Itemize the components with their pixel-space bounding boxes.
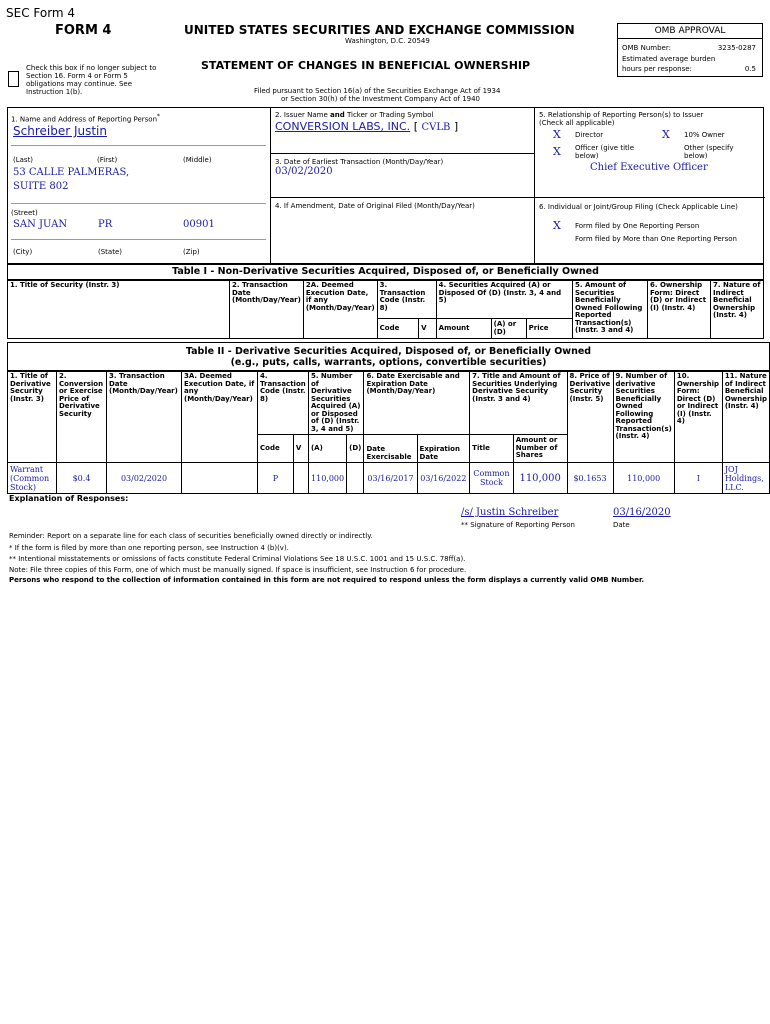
location: Washington, D.C. 20549	[345, 37, 430, 45]
one-reporting-person-label: Form filed by One Reporting Person	[575, 222, 700, 230]
filed-pursuant-2: or Section 30(h) of the Investment Company Act of 1940	[281, 95, 481, 103]
city-label: (City)	[13, 248, 33, 256]
zip-label: (Zip)	[183, 248, 200, 256]
t2-a: (A)	[308, 435, 346, 463]
omb-number-label: OMB Number:	[622, 44, 671, 52]
checkbox-note: Check this box if no longer subject to Section 16. Form 4 or Form 5 obligations may continue. See Instruction 1(b).	[26, 64, 157, 96]
ten-percent-owner-label: 10% Owner	[684, 131, 725, 139]
t2-expiration: Expiration Date	[417, 435, 470, 463]
t2-col8: 8. Price of Derivative Security (Instr. 5)	[567, 372, 613, 463]
officer-label: Officer (give title below)	[575, 144, 635, 160]
t2-col5: 5. Number of Derivative Securities Acquired (A) or Disposed of (D) (Instr. 3, 4 and 5)	[308, 372, 363, 435]
t1-code: Code	[377, 319, 419, 339]
t2-col7: 7. Title and Amount of Securities Underlying Derivative Security (Instr. 3 and 4)	[470, 372, 567, 435]
t2-d: (D)	[347, 435, 364, 463]
officer-check[interactable]: X	[553, 145, 561, 158]
t1-col3: 3. Transaction Code (Instr. 8)	[377, 281, 436, 319]
statement-title: STATEMENT OF CHANGES IN BENEFICIAL OWNERSHIP	[201, 59, 531, 72]
ten-percent-owner-check[interactable]: X	[662, 128, 670, 141]
omb-title: OMB APPROVAL	[618, 24, 762, 39]
signature-date: 03/16/2020	[613, 507, 671, 518]
form-title: FORM 4	[55, 23, 112, 38]
box6-label: 6. Individual or Joint/Group Filing (Check Applicable Line)	[539, 203, 738, 211]
issuer-name[interactable]: CONVERSION LABS, INC.	[275, 120, 411, 133]
director-check[interactable]: X	[553, 128, 561, 141]
t1-col7: 7. Nature of Indirect Beneficial Ownership (Instr. 4)	[711, 281, 764, 339]
t1-v: V	[419, 319, 437, 339]
table-row	[8, 463, 770, 494]
table2-title-line2: (e.g., puts, calls, warrants, options, convertible securities)	[230, 357, 547, 368]
first-label: (First)	[97, 156, 118, 164]
state-label: (State)	[98, 248, 122, 256]
t1-amount: Amount	[436, 319, 491, 339]
t2-col3a: 3A. Deemed Execution Date, if any (Month/Day/Year)	[182, 372, 258, 463]
t2-col2: 2. Conversion or Exercise Price of Derivative Security	[57, 372, 107, 463]
t2-title: Title	[470, 435, 514, 463]
state-value: PR	[98, 219, 113, 230]
t2-col4: 4. Transaction Code (Instr. 8)	[258, 372, 309, 435]
table1	[7, 280, 764, 339]
omb-hours: 0.5	[744, 65, 756, 73]
t1-a-or-d: (A) or (D)	[491, 319, 526, 339]
row-disposed	[347, 463, 364, 494]
row-owned: 110,000	[613, 463, 674, 494]
t2-col11: 11. Nature of Indirect Beneficial Ownership (Instr. 4)	[722, 372, 769, 463]
t2-col10: 10. Ownership Form: Direct (D) or Indirect (I) (Instr. 4)	[674, 372, 722, 463]
box2-label: 2. Issuer Name and Ticker or Trading Symbol	[275, 111, 434, 119]
page-label: SEC Form 4	[6, 6, 76, 20]
t2-exercisable: Date Exercisable	[364, 435, 417, 463]
t2-col1: 1. Title of Derivative Security (Instr. 3)	[8, 372, 57, 463]
table1-title: Table I - Non-Derivative Securities Acquired, Disposed of, or Beneficially Owned	[7, 264, 764, 280]
t1-col6: 6. Ownership Form: Direct (D) or Indirect (I) (Instr. 4)	[648, 281, 711, 339]
t1-col2: 2. Transaction Date (Month/Day/Year)	[230, 281, 304, 339]
box3-label: 3. Date of Earliest Transaction (Month/Day/Year)	[275, 158, 444, 166]
officer-title: Chief Executive Officer	[590, 162, 708, 173]
note-3: Note: File three copies of this Form, one of which must be manually signed. If space is insufficient, see Instruction 6 for procedure.	[9, 566, 467, 574]
omb-approval-box	[617, 23, 763, 77]
reporting-person-name[interactable]: Schreiber Justin	[13, 124, 107, 138]
signature-date-label: Date	[613, 521, 630, 529]
row-expiration: 03/16/2022	[417, 463, 470, 494]
t1-col4: 4. Securities Acquired (A) or Disposed Of (D) (Instr. 3, 4 and 5)	[436, 281, 572, 319]
t1-col2a: 2A. Deemed Execution Date, if any (Month/Day/Year)	[303, 281, 377, 339]
row-exercisable: 03/16/2017	[364, 463, 417, 494]
box1-label: 1. Name and Address of Reporting Person*	[11, 114, 160, 124]
filed-pursuant-1: Filed pursuant to Section 16(a) of the Securities Exchange Act of 1934	[254, 87, 501, 95]
row-price: $0.4	[57, 463, 107, 494]
row-acquired: 110,000	[308, 463, 346, 494]
row-form: I	[674, 463, 722, 494]
row-deemed	[182, 463, 258, 494]
city-value: SAN JUAN	[13, 219, 68, 230]
director-label: Director	[575, 131, 604, 139]
row-v	[293, 463, 308, 494]
address-line-1: 53 CALLE PALMERAS,	[13, 167, 130, 178]
note-2: ** Intentional misstatements or omissions of facts constitute Federal Criminal Violations See 18 U.S.C. 1001 and 15 U.S.C. 78ff(a).	[9, 555, 466, 563]
omb-number: 3235-0287	[717, 44, 756, 52]
earliest-transaction-date: 03/02/2020	[275, 166, 333, 177]
table2-title	[7, 342, 770, 371]
row-deriv-price: $0.1653	[567, 463, 613, 494]
t1-price: Price	[526, 319, 572, 339]
issuer-line: CONVERSION LABS, INC. [ CVLB ]	[275, 120, 459, 133]
other-label: Other (specify below)	[684, 144, 734, 160]
omb-burden-label: Estimated average burden	[622, 55, 716, 63]
box4-label: 4. If Amendment, Date of Original Filed (Month/Day/Year)	[275, 202, 475, 210]
last-label: (Last)	[13, 156, 34, 164]
t1-col1: 1. Title of Security (Instr. 3)	[8, 281, 230, 339]
t2-shares: Amount or Number of Shares	[513, 435, 567, 463]
t2-code: Code	[258, 435, 294, 463]
reminder-note: Reminder: Report on a separate line for each class of securities beneficially owned directly or indirectly.	[9, 532, 373, 540]
row-security: Warrant (Common Stock)	[8, 463, 57, 494]
t2-v: V	[293, 435, 308, 463]
t2-col3: 3. Transaction Date (Month/Day/Year)	[107, 372, 182, 463]
no-longer-subject-checkbox[interactable]	[8, 71, 19, 87]
ticker-symbol: CVLB	[421, 122, 451, 133]
table2-title-line1: Table II - Derivative Securities Acquired, Disposed of, or Beneficially Owned	[185, 346, 592, 357]
box5-label: 5. Relationship of Reporting Person(s) to Issuer	[539, 111, 704, 119]
more-reporting-persons-label: Form filed by More than One Reporting Person	[575, 235, 737, 243]
table2	[7, 371, 770, 494]
row-shares: 110,000	[513, 463, 567, 494]
note-1: * If the form is filed by more than one reporting person, see Instruction 4 (b)(v).	[9, 544, 289, 552]
address-line-2: SUITE 802	[13, 181, 69, 192]
t2-col9: 9. Number of derivative Securities Beneficially Owned Following Reported Transaction(s) (Instr. 4)	[613, 372, 674, 463]
t1-col5: 5. Amount of Securities Beneficially Owned Following Reported Transaction(s) (Instr. 3 and 4)	[573, 281, 648, 339]
commission-title: UNITED STATES SECURITIES AND EXCHANGE COMMISSION	[184, 23, 575, 37]
signature-label: ** Signature of Reporting Person	[461, 521, 575, 529]
row-nature: JOJ Holdings, LLC.	[722, 463, 769, 494]
box5-sub: (Check all applicable)	[539, 119, 615, 127]
row-code: P	[258, 463, 294, 494]
row-date: 03/02/2020	[107, 463, 182, 494]
signature[interactable]: /s/ Justin Schreiber	[461, 507, 559, 518]
explanation-heading: Explanation of Responses:	[9, 494, 129, 503]
street-label: (Street)	[11, 209, 38, 217]
t2-col6: 6. Date Exercisable and Expiration Date (Month/Day/Year)	[364, 372, 470, 435]
row-title: Common Stock	[470, 463, 514, 494]
note-4: Persons who respond to the collection of information contained in this form are not required to respond unless the form displays a currently valid OMB Number.	[9, 576, 645, 584]
omb-hours-label: hours per response:	[622, 65, 692, 73]
one-reporting-person-check[interactable]: X	[553, 219, 561, 232]
middle-label: (Middle)	[183, 156, 212, 164]
zip-value: 00901	[183, 219, 215, 230]
